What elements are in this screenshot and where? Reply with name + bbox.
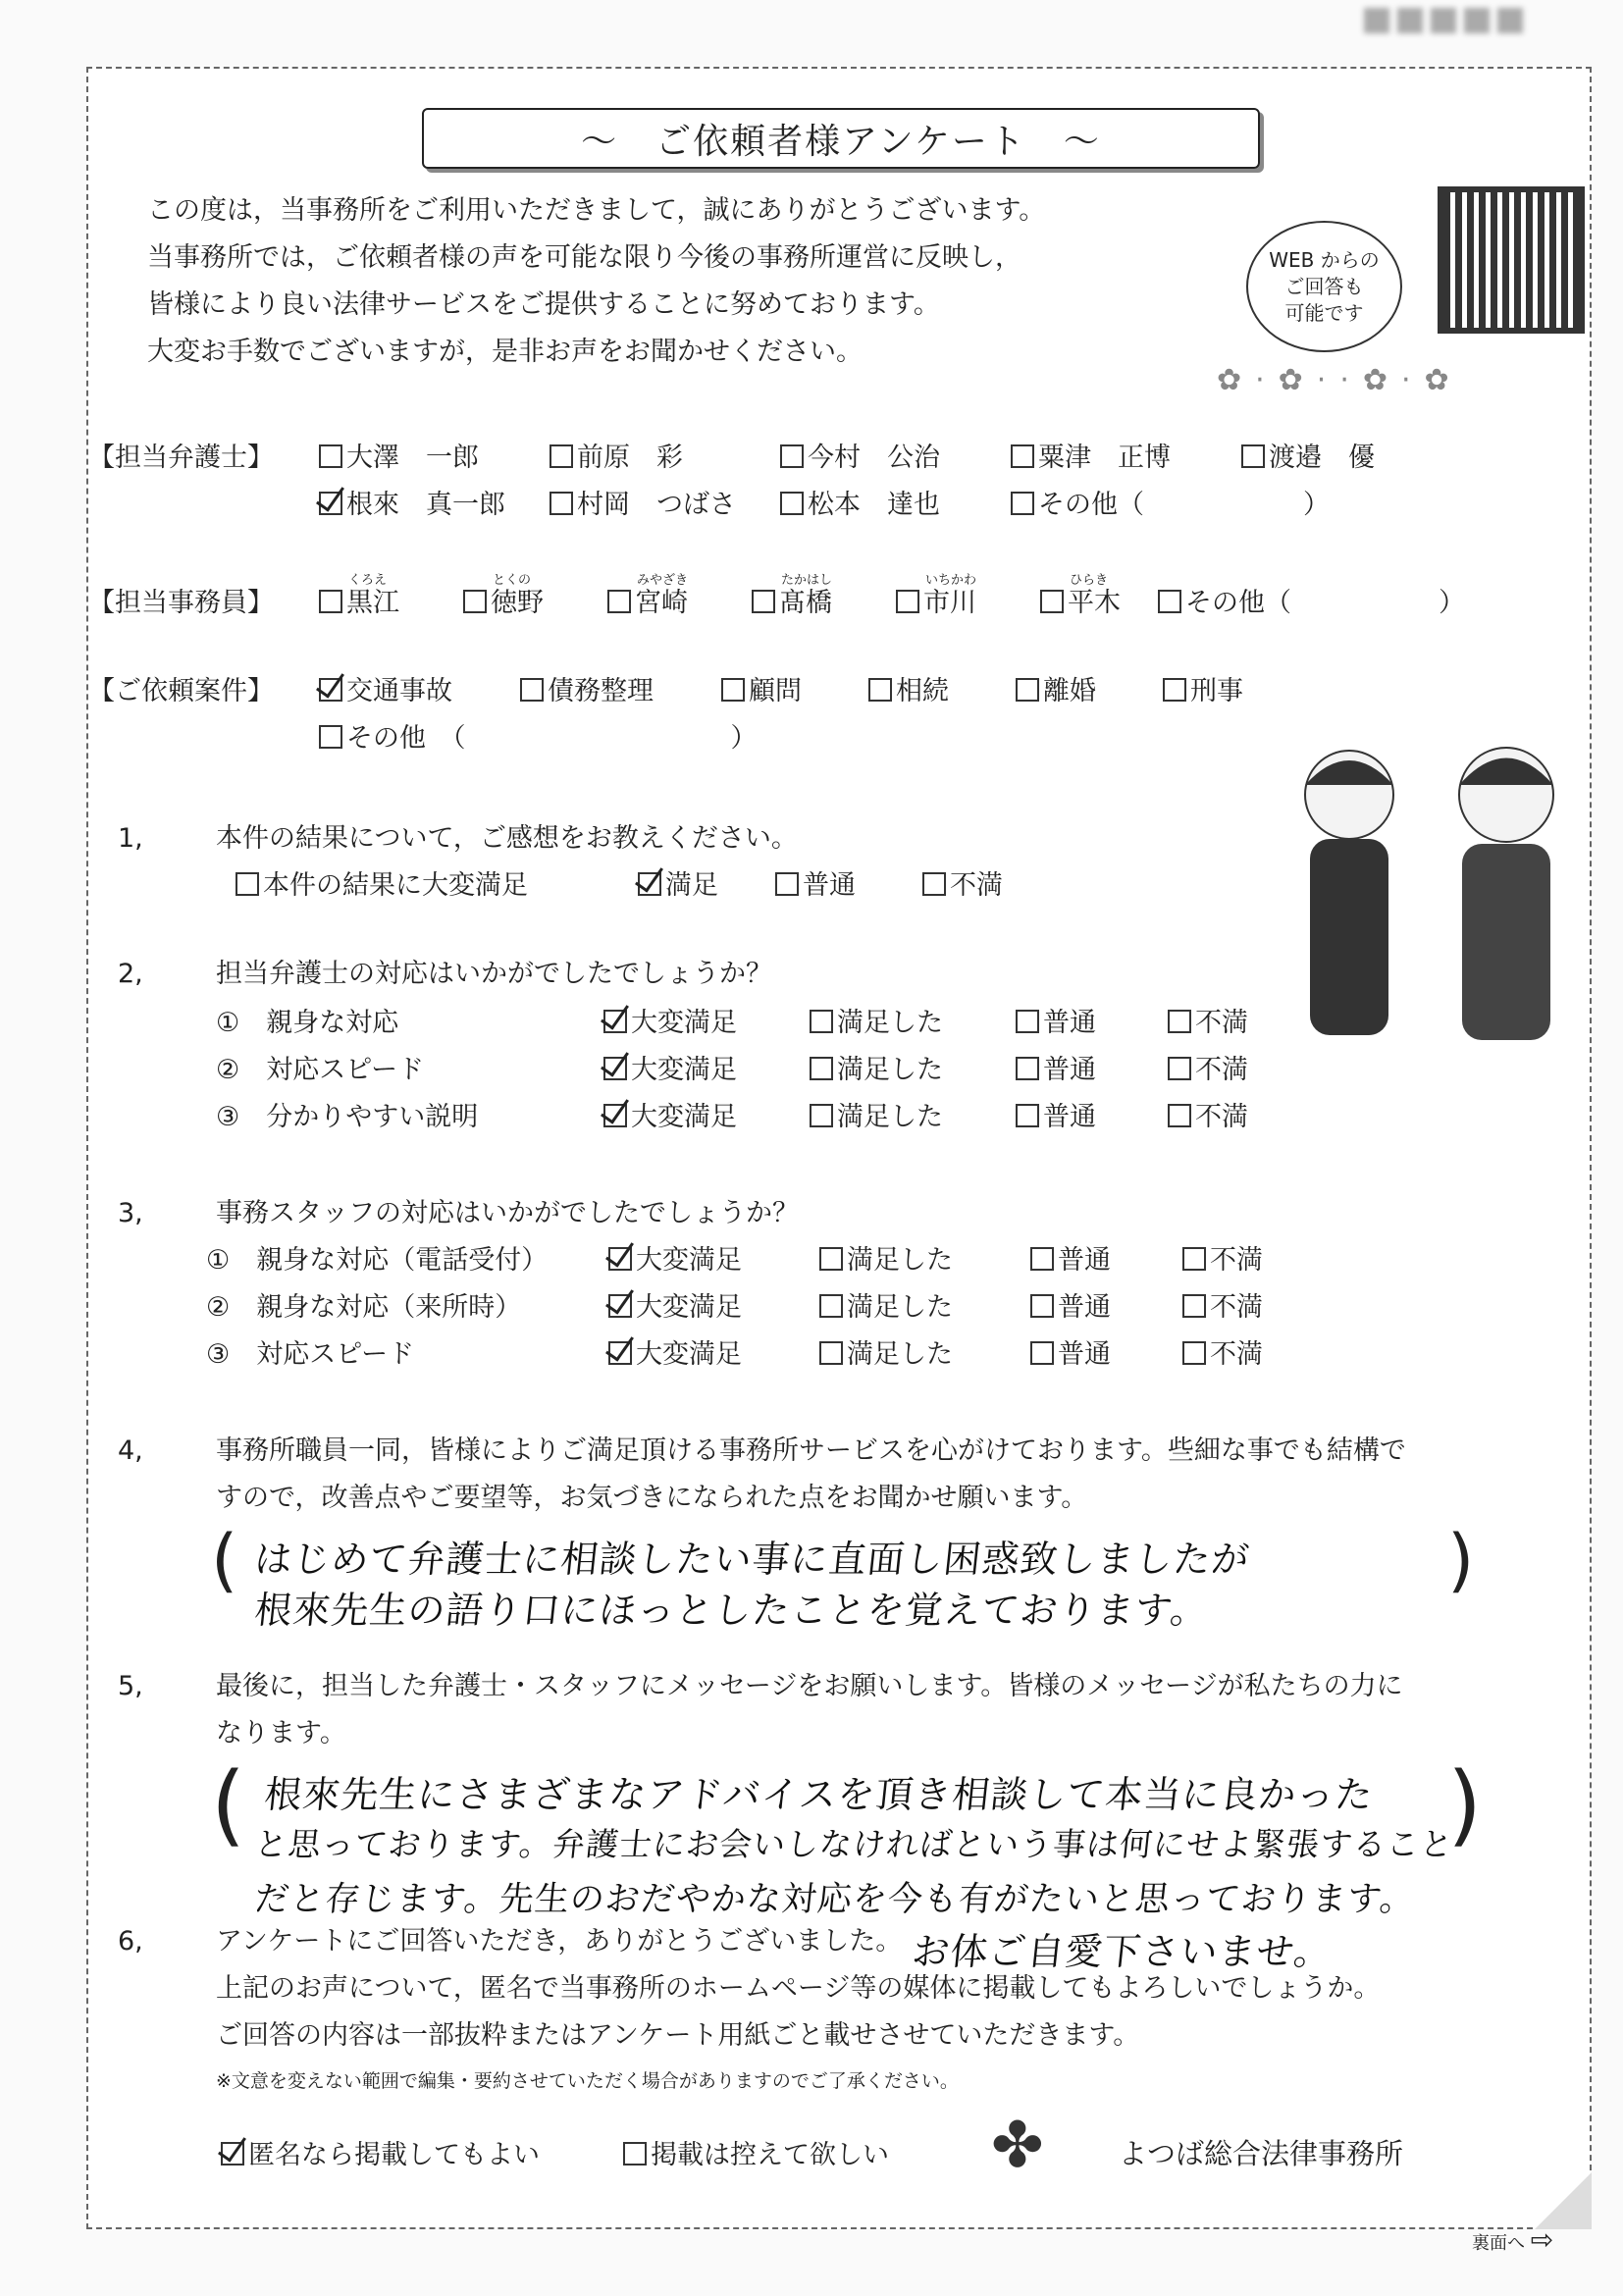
left-bracket: ( xyxy=(211,1753,246,1856)
ruby: いちかわ xyxy=(925,573,977,588)
q2-option[interactable]: 満足した xyxy=(810,1007,943,1040)
staff-option[interactable]: 黒江 xyxy=(319,587,399,620)
q6-text-2: 上記のお声について，匿名で当事務所のホームページ等の媒体に掲載してもよろしいでしょうか。 xyxy=(216,1973,1381,2004)
q6-note: ※文意を変えない範囲で編集・要約させていただく場合がありますのでご了承ください。 xyxy=(216,2070,959,2092)
publish-anonymous-option-checked[interactable]: 匿名なら掲載してもよい xyxy=(221,2139,540,2172)
redacted-mark xyxy=(1364,8,1523,33)
q5-text-1: 最後に，担当した弁護士・スタッフにメッセージをお願いします。皆様のメッセージが私たちの力に xyxy=(216,1671,1403,1701)
q4-text-2: すので，改善点やご要望等，お気づきになられた点をお聞かせ願います。 xyxy=(216,1483,1088,1513)
q2-option[interactable]: 不満 xyxy=(1168,1007,1248,1040)
lawyer-label: 【担当弁護士】 xyxy=(88,443,274,473)
bubble-line-2: ご回答も xyxy=(1284,274,1364,298)
staff-option[interactable]: その他（ ） xyxy=(1158,587,1465,620)
q2-row: ③ 分かりやすい説明 xyxy=(216,1102,479,1132)
q1-number: 1, xyxy=(118,823,143,854)
clover-decoration-icon: ✿·✿··✿·✿ xyxy=(1217,363,1463,397)
q5-number: 5, xyxy=(118,1671,143,1701)
q3-text: 事務スタッフの対応はいかがでしたでしょうか？ xyxy=(216,1198,799,1228)
q2-option[interactable]: 普通 xyxy=(1016,1101,1096,1134)
q2-text: 担当弁護士の対応はいかがでしたでしょうか？ xyxy=(216,959,772,989)
q2-option-checked[interactable]: 大変満足 xyxy=(603,1054,737,1087)
arrow-right-icon: ⇨ xyxy=(1530,2223,1554,2256)
q3-option-checked[interactable]: 大変満足 xyxy=(608,1338,742,1372)
q2-option[interactable]: 不満 xyxy=(1168,1054,1248,1087)
lawyer-option[interactable]: 松本 達也 xyxy=(780,489,940,522)
q3-option[interactable]: 普通 xyxy=(1030,1291,1111,1325)
q3-option[interactable]: 普通 xyxy=(1030,1338,1111,1372)
web-answer-bubble xyxy=(1246,221,1402,352)
q2-option[interactable]: 普通 xyxy=(1016,1007,1096,1040)
case-option[interactable]: 債務整理 xyxy=(520,675,654,708)
q3-option[interactable]: 満足した xyxy=(819,1291,953,1325)
q5-answer-4[interactable]: お体ご自愛下さいませ。 xyxy=(910,1930,1335,1973)
q1-option-checked[interactable]: 満足 xyxy=(638,869,718,903)
left-bracket: ( xyxy=(211,1520,238,1600)
q3-number: 3, xyxy=(118,1198,143,1228)
q1-text: 本件の結果について，ご感想をお教えください。 xyxy=(216,823,798,854)
q4-answer-2[interactable]: 根來先生の語り口にほっとしたことを覚えております。 xyxy=(252,1589,1211,1632)
intro-line-3: 皆様により良い法律サービスをご提供することに努めております。 xyxy=(147,289,940,320)
q5-answer-1[interactable]: 根來先生にさまざまなアドバイスを頂き相談して本当に良かった xyxy=(262,1773,1376,1816)
q3-option[interactable]: 普通 xyxy=(1030,1244,1111,1278)
q4-text-1: 事務所職員一同，皆様によりご満足頂ける事務所サービスを心がけております。些細な事でも結構で xyxy=(216,1435,1406,1466)
page-title: ～ ご依頼者様アンケート ～ xyxy=(422,108,1260,169)
q3-option[interactable]: 不満 xyxy=(1182,1244,1263,1278)
q3-row: ① 親身な対応（電話受付） xyxy=(206,1245,549,1276)
case-option[interactable]: 刑事 xyxy=(1163,675,1243,708)
bubble-line-3: 可能です xyxy=(1284,300,1364,325)
ruby: くろえ xyxy=(348,573,388,588)
lawyer-option[interactable]: 前原 彩 xyxy=(550,442,683,475)
lawyer-option[interactable]: 村岡 つばさ xyxy=(550,489,736,522)
q5-answer-3[interactable]: だと存じます。先生のおだやかな対応を今も有がたいと思っております。 xyxy=(252,1880,1418,1919)
q2-option[interactable]: 満足した xyxy=(810,1101,943,1134)
q6-text-1: アンケートにご回答いただき，ありがとうございました。 xyxy=(216,1926,903,1957)
publish-decline-option[interactable]: 掲載は控えて欲しい xyxy=(623,2139,889,2172)
q6-text-3: ご回答の内容は一部抜粋またはアンケート用紙ごと載せさせていただきます。 xyxy=(216,2020,1140,2051)
lawyer-option[interactable]: 粟津 正博 xyxy=(1011,442,1171,475)
ruby: みやざき xyxy=(637,573,689,588)
case-option[interactable]: 相続 xyxy=(868,675,949,708)
q2-option[interactable]: 満足した xyxy=(810,1054,943,1087)
q3-option[interactable]: 満足した xyxy=(819,1338,953,1372)
staff-option[interactable]: 市川 xyxy=(896,587,976,620)
q4-number: 4, xyxy=(118,1435,143,1466)
qr-code-icon[interactable] xyxy=(1438,186,1585,334)
ruby: たかはし xyxy=(781,573,833,588)
q2-row: ② 対応スピード xyxy=(216,1055,425,1085)
q3-option-checked[interactable]: 大変満足 xyxy=(608,1291,742,1325)
bubble-line-1: WEB からの xyxy=(1269,247,1380,272)
case-option-checked[interactable]: 交通事故 xyxy=(319,675,452,708)
staff-label: 【担当事務員】 xyxy=(88,588,274,618)
q2-option-checked[interactable]: 大変満足 xyxy=(603,1007,737,1040)
q3-option[interactable]: 不満 xyxy=(1182,1291,1263,1325)
q2-number: 2, xyxy=(118,959,143,989)
lawyers-illustration xyxy=(1266,736,1590,1050)
survey-sheet xyxy=(86,67,1592,2229)
back-page-link[interactable]: 裏面へ ⇨ xyxy=(1472,2223,1554,2256)
case-option-other[interactable]: その他 （ ） xyxy=(319,722,758,756)
clover-logo-icon: ✤ xyxy=(991,2110,1044,2182)
q2-option[interactable]: 普通 xyxy=(1016,1054,1096,1087)
ruby: とくの xyxy=(493,573,532,588)
q5-answer-2[interactable]: と思っております。弁護士にお会いしなければという事は何にせよ緊張すること xyxy=(252,1825,1456,1863)
q5-text-2: なります。 xyxy=(216,1718,346,1748)
q3-row: ② 親身な対応（来所時） xyxy=(206,1292,522,1323)
right-bracket: ) xyxy=(1447,1520,1475,1600)
q1-option[interactable]: 本件の結果に大変満足 xyxy=(236,869,528,903)
q3-option[interactable]: 満足した xyxy=(819,1244,953,1278)
intro-line-2: 当事務所では，ご依頼者様の声を可能な限り今後の事務所運営に反映し， xyxy=(147,242,1021,273)
lawyer-option-checked[interactable]: 根來 真一郎 xyxy=(319,489,505,522)
q3-option-checked[interactable]: 大変満足 xyxy=(608,1244,742,1278)
page-curl xyxy=(1535,2172,1592,2229)
lawyer-option[interactable]: その他（ ） xyxy=(1011,489,1330,522)
lawyer-option[interactable]: 今村 公治 xyxy=(780,442,940,475)
q2-row: ① 親身な対応 xyxy=(216,1008,399,1038)
case-option[interactable]: 顧問 xyxy=(721,675,802,708)
q6-number: 6, xyxy=(118,1926,143,1957)
intro-line-4: 大変お手数でございますが，是非お声をお聞かせください。 xyxy=(147,337,863,367)
firm-name: よつば総合法律事務所 xyxy=(1119,2137,1404,2170)
q2-option[interactable]: 不満 xyxy=(1168,1101,1248,1134)
q2-option-checked[interactable]: 大変満足 xyxy=(603,1101,737,1134)
q3-option[interactable]: 不満 xyxy=(1182,1338,1263,1372)
staff-option[interactable]: 平木 xyxy=(1040,587,1121,620)
case-label: 【ご依頼案件】 xyxy=(88,676,274,706)
intro-line-1: この度は，当事務所をご利用いただきまして，誠にありがとうございます。 xyxy=(147,195,1046,226)
staff-option[interactable]: 宮崎 xyxy=(607,587,688,620)
case-option[interactable]: 離婚 xyxy=(1016,675,1096,708)
lawyer-option[interactable]: 渡邉 優 xyxy=(1241,442,1375,475)
q4-answer-1[interactable]: はじめて弁護士に相談したい事に直面し困惑致しましたが xyxy=(252,1538,1252,1581)
q1-option[interactable]: 不満 xyxy=(922,869,1003,903)
q1-option[interactable]: 普通 xyxy=(775,869,856,903)
lawyer-option[interactable]: 大澤 一郎 xyxy=(319,442,479,475)
q3-row: ③ 対応スピード xyxy=(206,1339,415,1370)
right-bracket: ) xyxy=(1447,1753,1483,1856)
staff-option[interactable]: 髙橋 xyxy=(752,587,832,620)
ruby: ひらき xyxy=(1070,573,1109,588)
staff-option[interactable]: 徳野 xyxy=(463,587,544,620)
